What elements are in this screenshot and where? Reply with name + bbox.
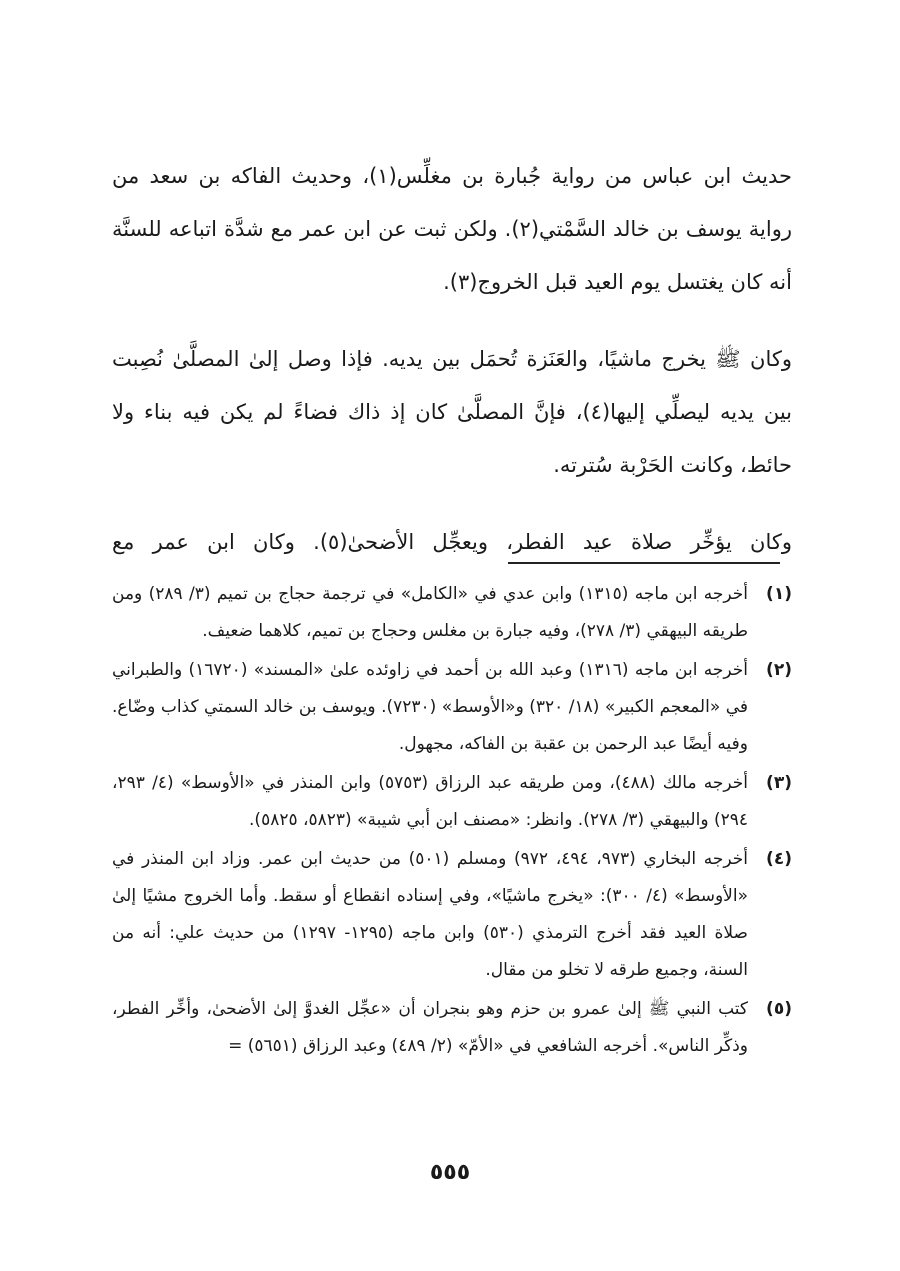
main-text (112, 150, 792, 593)
footnote-text: أخرجه البخاري (٩٧٣، ٤٩٤، ٩٧٢) ومسلم (٥٠١) من حديث ابن عمر. وزاد ابن المنذر في «الأوسط» (٤/ ٣٠٠): «يخرج ماشيًا»، وفي إسناده انقطاع أو سقط. وأما الخروج مشيًا إلىٰ صلاة العيد فقد أخرج الترمذي (٥٣٠) وابن ماجه (١٢٩٥- ١٢٩٧) من حديث علي: أنه من السنة، وجميع طرقه لا تخلو من مقال. (112, 849, 748, 980)
footnote-text: أخرجه مالك (٤٨٨)، ومن طريقه عبد الرزاق (٥٧٥٣) وابن المنذر في «الأوسط» (٤/ ٢٩٣، ٢٩٤) والبيهقي (٣/ ٢٧٨). وانظر: «مصنف ابن أبي شيبة» (٥٨٢٣، ٥٨٢٥). (112, 773, 748, 830)
footnote-number: (٣) (766, 773, 792, 793)
page-number: ٥٥٥ (429, 1160, 471, 1185)
footnote-4 (112, 841, 792, 989)
footnote-number: (٥) (766, 999, 792, 1019)
footnote-text: كتب النبي ﷺ إلىٰ عمرو بن حزم وهو بنجران أن «عجِّل الغدوَّ إلىٰ الأضحىٰ، وأخِّر الفطر، وذكِّر الناس». أخرجه الشافعي في «الأمّ» (٢/ ٤٨٩) وعبد الرزاق (٥٦٥١) = (112, 999, 748, 1056)
footnote-text: أخرجه ابن ماجه (١٣١٦) وعبد الله بن أحمد في زاوئده علىٰ «المسند» (١٦٧٢٠) والطبراني في «المعجم الكبير» (١٨/ ٣٢٠) و«الأوسط» (٧٢٣٠). ويوسف بن خالد السمتي كذاب وضّاع. وفيه أيضًا عبد الرحمن بن عقبة بن الفاكه، مجهول. (112, 660, 748, 754)
footnote-number: (٤) (766, 849, 792, 869)
paragraph-1: حديث ابن عباس من رواية جُبارة بن مغلِّس(١)، وحديث الفاكه بن سعد من رواية يوسف بن خالد السَّمْتي(٢). ولكن ثبت عن ابن عمر مع شدَّة اتباعه للسنَّة أنه كان يغتسل يوم العيد قبل الخروج(٣). (112, 164, 792, 294)
footnote-1 (112, 576, 792, 650)
paragraph-3: وكان يؤخِّر صلاة عيد الفطر، ويعجِّل الأضحىٰ(٥). وكان ابن عمر مع (112, 530, 792, 554)
footnote-5 (112, 991, 792, 1065)
footnote-text: أخرجه ابن ماجه (١٣١٥) وابن عدي في «الكامل» في ترجمة حجاج بن تميم (٣/ ٢٨٩) ومن طريقه البيهقي (٣/ ٢٧٨)، وفيه جبارة بن مغلس وحجاج بن تميم، كلاهما ضعيف. (112, 584, 748, 641)
footnote-3 (112, 765, 792, 839)
footnote-divider (508, 562, 780, 564)
footnote-number: (١) (766, 584, 792, 604)
footnote-number: (٢) (766, 660, 792, 680)
footnotes (112, 576, 792, 1067)
paragraph-2: وكان ﷺ يخرج ماشيًا، والعَنَزة تُحمَل بين يديه. فإذا وصل إلىٰ المصلَّىٰ نُصِبت بين يديه ليصلِّي إليها(٤)، فإنَّ المصلَّىٰ كان إذ ذاك فضاءً لم يكن فيه بناء ولا حائط، وكانت الحَرْبة سُترته. (112, 347, 792, 477)
footnote-2 (112, 652, 792, 763)
